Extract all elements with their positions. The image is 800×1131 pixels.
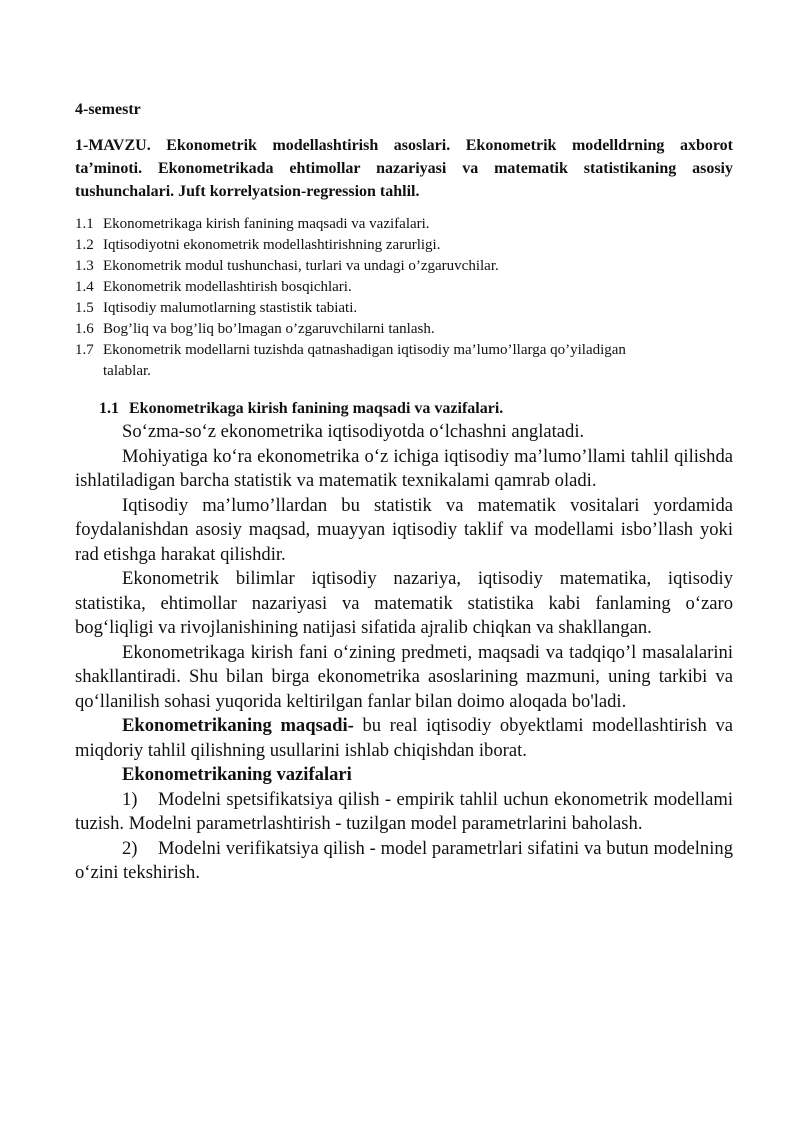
section-heading — [99, 398, 733, 420]
toc-item-text: Ekonometrikaga kirish fanining maqsadi va vazifalari. — [103, 216, 430, 232]
topic-title: 1-MAVZU. Ekonometrik modellashtirish asoslari. Ekonometrik modelldrning axborot ta’minoti. Ekonometrikada ehtimollar nazariyasi va matematik statistikaning asosiy tushunchalari. Juft korrelyatsion-regression tahlil. — [75, 137, 733, 200]
body-paragraph: Iqtisodiy ma’lumo’llardan bu statistik va matematik vositalari yordamida foydalanishdan asosiy maqsad, muayyan iqtisodiy taklif va modellami isbo’llash yoki rad etishga harakat qilishdir. — [75, 494, 733, 565]
toc-item-text: Bog’liq va bog’liq bo’lmagan o’zgaruvchilarni tanlash. — [103, 321, 435, 337]
toc-item — [75, 277, 733, 298]
body-paragraph: Ekonometrikaga kirish fani o‘zining predmeti, maqsadi va tadqiqo’l masalalarini shakllantiradi. Shu bilan birga ekonometrika asoslarining mazmuni, uning tarkibi va qo‘llanilish sohasi yuqorida keltirilgan fanlar bilan doimo aloqada bo'ladi. — [75, 641, 733, 712]
tasks-heading-text: Ekonometrikaning vazifalari — [122, 764, 352, 785]
toc-item-number: 1.2 — [75, 237, 94, 253]
toc-item-number: 1.3 — [75, 258, 94, 274]
section-number: 1.1 — [99, 400, 119, 417]
goal-paragraph — [75, 714, 733, 763]
toc-item-text: Iqtisodiyotni ekonometrik modellashtirishning zarurligi. — [103, 237, 441, 253]
body-paragraph: Ekonometrik bilimlar iqtisodiy nazariya, iqtisodiy matematika, iqtisodiy statistika, ehtimollar nazariyasi va matematik statistika kabi fanlaming o‘zaro bog‘liqligi va rivojlanishining natijasi sifatida ajralib chiqkan va shakllangan. — [75, 568, 733, 638]
toc-item-number: 1.6 — [75, 321, 94, 337]
task-text: Modelni verifikatsiya qilish - model parametrlari sifatini va butun modelning o‘zini tekshirish. — [75, 837, 733, 883]
semester-label: 4-semestr — [75, 101, 141, 118]
toc-item-text: Ekonometrik modul tushunchasi, turlari va undagi o’zgaruvchilar. — [103, 258, 499, 274]
task-item — [75, 837, 733, 886]
task-text: Modelni spetsifikatsiya qilish - empirik tahlil uchun ekonometrik modellami tuzish. Modelni parametrlashtirish - tuzilgan model parametrlarini baholash. — [75, 788, 733, 834]
toc-item-number: 1.4 — [75, 279, 94, 295]
toc-item-text: Ekonometrik modellashtirish bosqichlari. — [103, 279, 352, 295]
toc-item-text: Iqtisodiy malumotlarning stastistik tabiati. — [103, 300, 358, 316]
toc-item — [75, 340, 733, 382]
toc-item-number: 1.5 — [75, 300, 94, 316]
section-body — [75, 420, 733, 886]
section-title: Ekonometrikaga kirish fanining maqsadi va vazifalari. — [129, 400, 504, 417]
toc-item-number: 1.1 — [75, 216, 94, 232]
task-item — [75, 788, 733, 837]
body-paragraph: So‘zma-so‘z ekonometrika iqtisodiyotda o‘lchashni anglatadi. — [122, 421, 585, 442]
tasks-heading — [75, 763, 733, 788]
toc-item — [75, 214, 733, 235]
task-number: 2) — [122, 837, 138, 859]
toc-item-number: 1.7 — [75, 342, 94, 358]
toc-item — [75, 256, 733, 277]
toc-item — [75, 298, 733, 319]
goal-text: bu real iqtisodiy obyektlami modellashtirish va miqdoriy tahlil qilishning usullarini ishlab chiqishdan iborat. — [75, 715, 733, 761]
document-page — [75, 100, 733, 886]
toc-item — [75, 235, 733, 256]
toc-item — [75, 319, 733, 340]
task-number: 1) — [122, 788, 138, 810]
body-paragraph: Mohiyatiga ko‘ra ekonometrika o‘z ichiga iqtisodiy ma’lumo’llami tahlil qilishda ishlatiladigan barcha statistik va matematik texnikalami qamrab oladi. — [75, 445, 733, 491]
goal-label: Ekonometrikaning maqsadi- — [122, 715, 354, 736]
table-of-contents — [75, 214, 733, 382]
toc-item-text: Ekonometrik modellarni tuzishda qatnashadigan iqtisodiy ma’lumo’llarga qo’yiladigan talablar. — [103, 342, 626, 379]
